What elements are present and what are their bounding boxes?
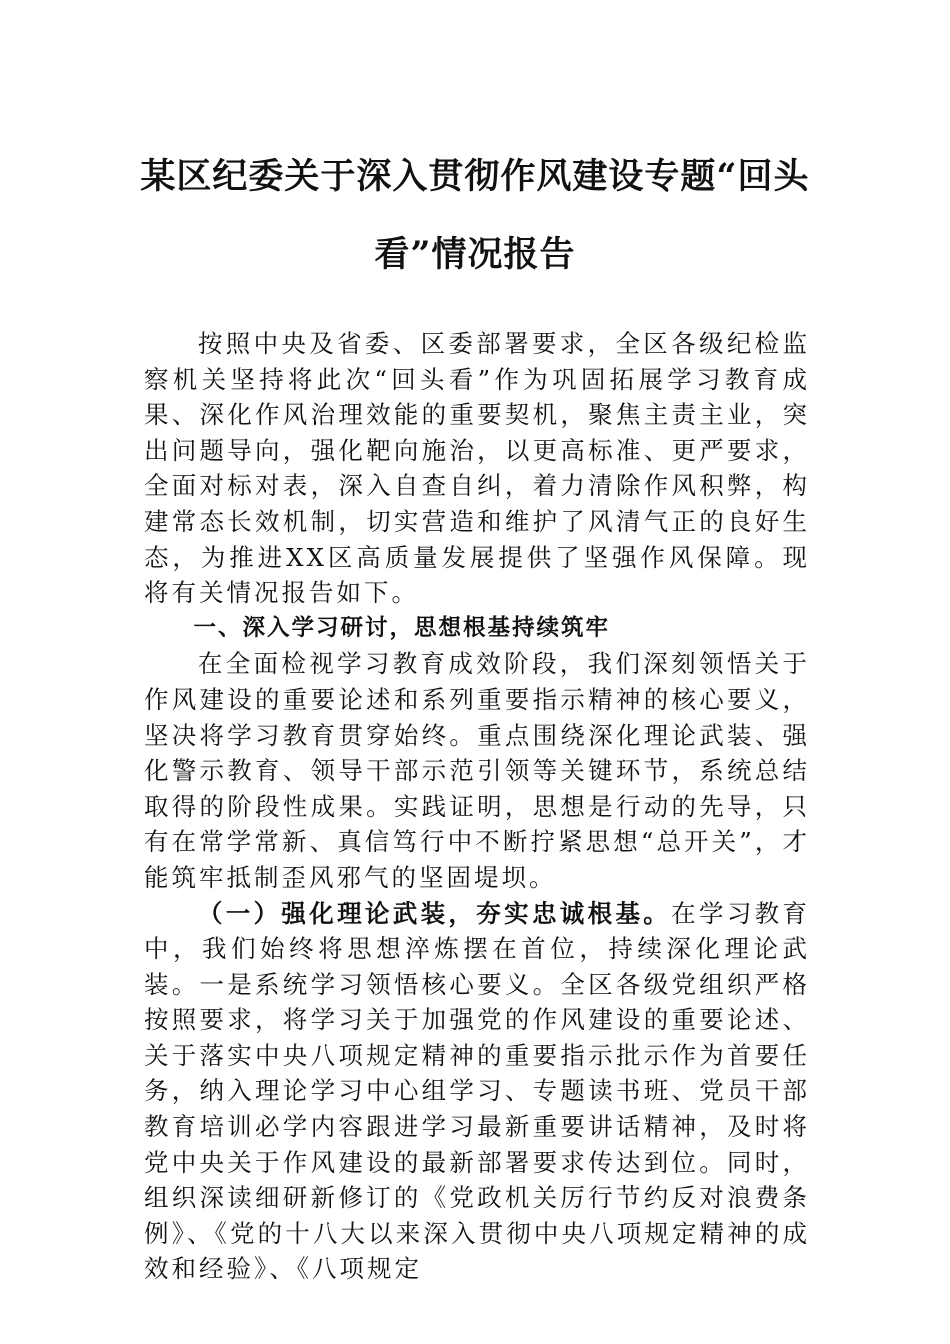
subsection-1-text: 在学习教育中，我们始终将思想淬炼摆在首位，持续深化理论武装。一是系统学习领悟核心要义。全区各级党组织严格按照要求，将学习关于加强党的作风建设的重要论述、关于落实中央八项规定精神的重要指示批示作为首要任务，纳入理论学习中心组学习、专题读书班、党员干部教育培训必学内容跟进学习最新重要讲话精神，及时将党中央关于作风建设的最新部署要求传达到位。同时，组织深读细研新修订的《党政机关厉行节约反对浪费条例》、《党的十八大以来深入贯彻中央八项规定精神的成效和经验》、《八项规定 [144, 898, 811, 1284]
section-1-paragraph: 在全面检视学习教育成效阶段，我们深刻领悟关于作风建设的重要论述和系列重要指示精神的核心要义，坚决将学习教育贯穿始终。重点围绕深化理论武装、强化警示教育、领导干部示范引领等关键环节，系统总结取得的阶段性成果。实践证明，思想是行动的先导，只有在常学常新、真信笃行中不断拧紧思想“总开关”，才能筑牢抵制歪风邪气的坚固堤坝。 [144, 649, 810, 892]
document-title: 某区纪委关于深入贯彻作风建设专题“回头看”情况报告 [140, 156, 810, 275]
document-body [144, 326, 810, 1287]
section-1-heading: 一、深入学习研讨，思想根基持续筑牢 [193, 614, 611, 641]
subsection-1-label: （一）强化理论武装，夯实忠诚根基。 [197, 898, 672, 928]
intro-paragraph: 按照中央及省委、区委部署要求，全区各级纪检监察机关坚持将此次“回头看”作为巩固拓展学习教育成果、深化作风治理效能的重要契机，聚焦主责主业，突出问题导向，强化靶向施治，以更高标准、更严要求，全面对标对表，深入自查自纠，着力清除作风积弊，构建常态长效机制，切实营造和维护了风清气正的良好生态，为推进XX区高质量发展提供了坚强作风保障。现将有关情况报告如下。 [144, 329, 810, 608]
subsection-1-paragraph [144, 896, 810, 1288]
